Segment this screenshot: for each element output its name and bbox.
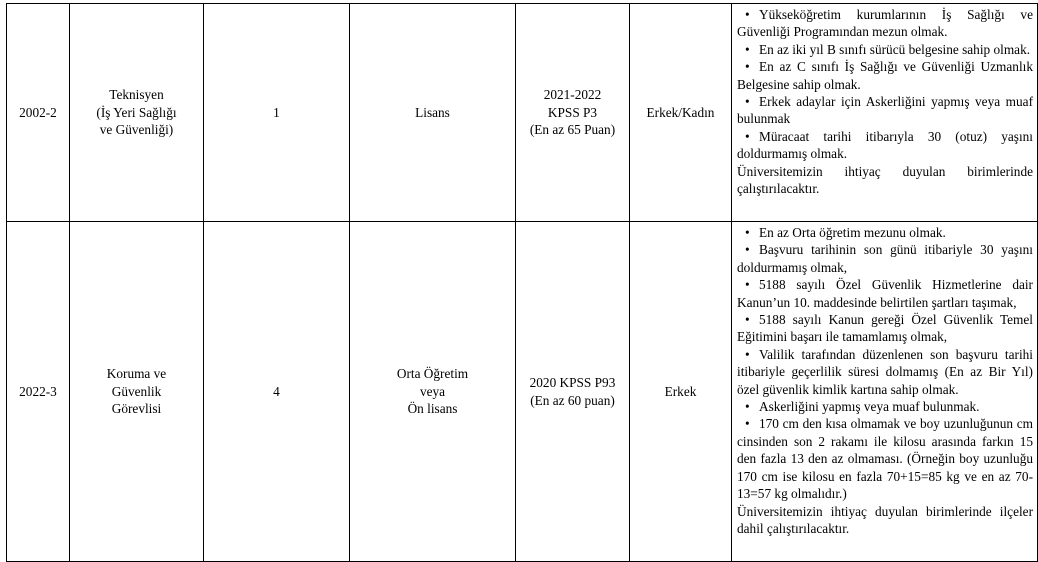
requirement-item: • Askerliğini yapmış veya muaf bulunmak. <box>745 399 980 415</box>
position-code: 2022-3 <box>7 222 70 562</box>
education-level: Lisans <box>350 4 516 222</box>
requirement-item: • Başvuru tarihinin son günü itibariyle 30 yaşını doldurmamış olmak, <box>737 242 1033 275</box>
gender: Erkek/Kadın <box>630 4 732 222</box>
position-code: 2002-2 <box>7 4 70 222</box>
requirement-item: • Yükseköğretim kurumlarının İş Sağlığı ve Güvenliği Programından mezun olmak. <box>737 7 1033 40</box>
education-level: Orta Öğretim veya Ön lisans <box>350 222 516 562</box>
job-listing-table <box>6 3 1038 562</box>
table-row <box>7 4 1038 222</box>
requirements-list <box>732 222 1038 562</box>
position-title: Koruma ve Güvenlik Görevlisi <box>70 222 204 562</box>
position-title: Teknisyen (İş Yeri Sağlığı ve Güvenliği) <box>70 4 204 222</box>
position-count: 1 <box>204 4 350 222</box>
requirement-item: • 5188 sayılı Özel Güvenlik Hizmetlerine dair Kanun’un 10. maddesinde belirtilen şartları taşımak, <box>737 277 1033 310</box>
gender: Erkek <box>630 222 732 562</box>
requirement-item: • En az C sınıfı İş Sağlığı ve Güvenliği Uzmanlık Belgesine sahip olmak. <box>737 59 1033 92</box>
requirement-item: • Valilik tarafından düzenlenen son başvuru tarihi itibariyle geçerlilik süresi dolmamış (En az Bir Yıl) özel güvenlik kimlik kartına sahip olmak. <box>737 346 1033 397</box>
kpss-requirement: 2021-2022 KPSS P3 (En az 65 Puan) <box>516 4 630 222</box>
requirement-item: • Erkek adaylar için Askerliğini yapmış veya muaf bulunmak <box>737 94 1033 127</box>
requirement-item: • En az iki yıl B sınıfı sürücü belgesine sahip olmak. <box>745 41 1031 57</box>
requirement-item: • En az Orta öğretim mezunu olmak. <box>745 225 946 240</box>
requirement-note: Üniversitemizin ihtiyaç duyulan birimlerinde ilçeler dahil çalıştırılacaktır. <box>737 503 1033 536</box>
requirement-item: • Müracaat tarihi itibarıyla 30 (otuz) yaşını doldurmamış olmak. <box>737 128 1033 162</box>
requirement-note: Üniversitemizin ihtiyaç duyulan birimlerinde çalıştırılacaktır. <box>737 163 1033 197</box>
requirements-list <box>732 4 1038 222</box>
position-count: 4 <box>204 222 350 562</box>
table-row <box>7 222 1038 562</box>
requirement-item: • 170 cm den kısa olmamak ve boy uzunluğunun cm cinsinden son 2 rakamı ile kilosu arasında farkın 15 den fazla 13 den az olmaması. (Örneğin boy uzunluğu 170 cm ise kilosu en fazla 70+15=85 kg ve en az 70-13=57 kg olmalıdır.) <box>737 416 1033 502</box>
kpss-requirement: 2020 KPSS P93 (En az 60 puan) <box>516 222 630 562</box>
requirement-item: • 5188 sayılı Kanun gereği Özel Güvenlik Temel Eğitimini başarı ile tamamlamış olmak, <box>737 312 1033 345</box>
